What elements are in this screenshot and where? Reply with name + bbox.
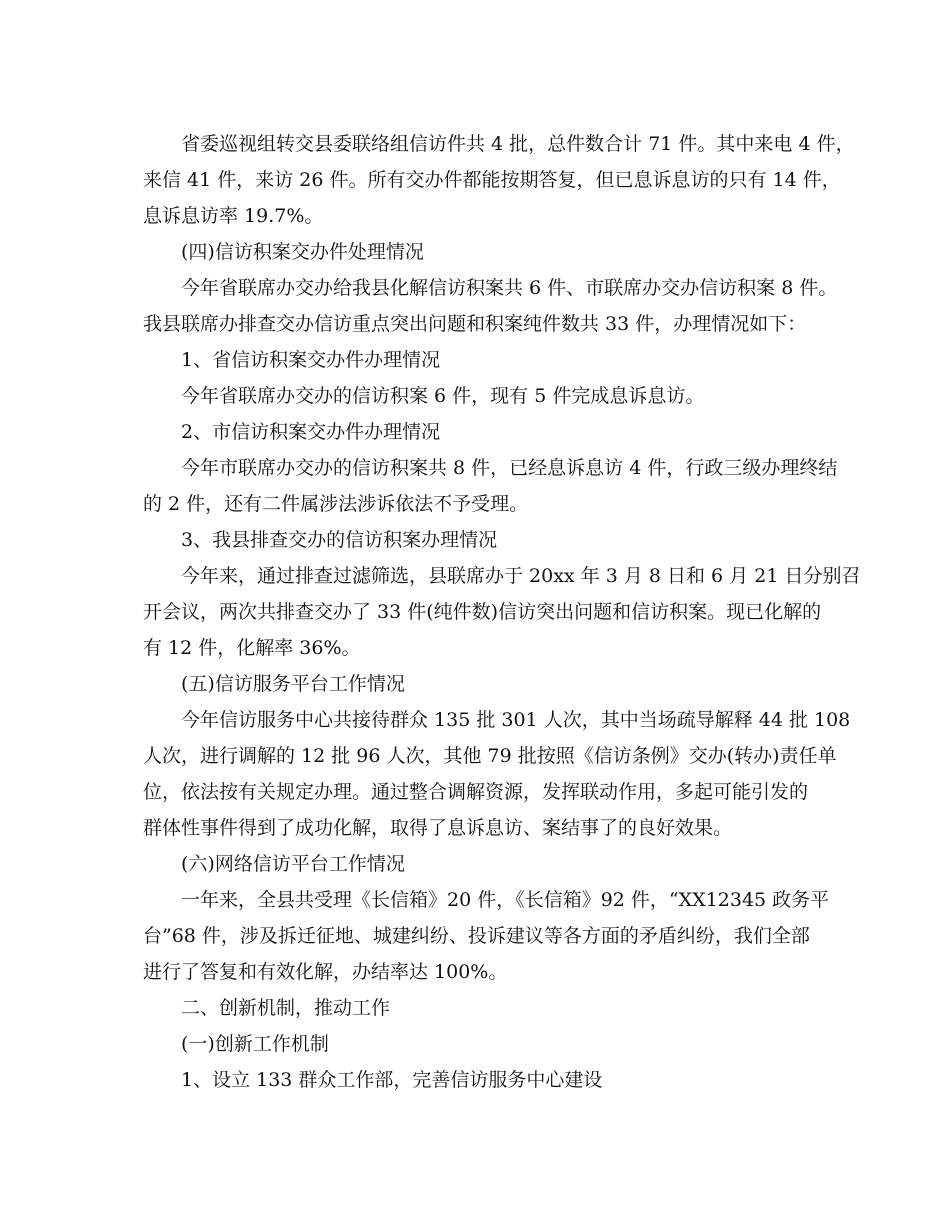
paragraph bbox=[143, 126, 855, 234]
text-line: (五)信访服务平台工作情况 bbox=[181, 673, 405, 695]
text-line: (四)信访积案交办件处理情况 bbox=[181, 241, 424, 263]
text-line: 今年省联席办交办给我县化解信访积案共 6 件、市联席办交办信访积案 8 件。 bbox=[181, 277, 838, 299]
document-body bbox=[143, 126, 861, 1098]
text-line: 今年来，通过排查过滤筛选，县联席办于 20xx 年 3 月 8 日和 6 月 21 日分别召 bbox=[181, 565, 861, 587]
text-line: 今年信访服务中心共接待群众 135 批 301 人次，其中当场疏导解释 44 批 108 bbox=[181, 709, 851, 731]
text-line: 今年市联席办交办的信访积案共 8 件，已经息诉息访 4 件，行政三级办理终结 bbox=[181, 457, 838, 479]
text-line: 一年来，全县共受理《长信箱》20 件，《长信箱》92 件，“XX12345 政务平 bbox=[181, 889, 830, 911]
text-line: 3、我县排查交办的信访积案办理情况 bbox=[181, 529, 498, 551]
text-line: 1、省信访积案交办件办理情况 bbox=[181, 349, 441, 371]
paragraph bbox=[143, 1026, 811, 1062]
text-line: (一)创新工作机制 bbox=[181, 1033, 329, 1055]
paragraph bbox=[143, 558, 861, 666]
paragraph bbox=[143, 1062, 811, 1098]
paragraph bbox=[143, 990, 811, 1026]
paragraph bbox=[143, 270, 838, 342]
text-line: 来信 41 件，来访 26 件。所有交办件都能按期答复，但已息诉息访的只有 14 件， bbox=[143, 169, 841, 191]
paragraph bbox=[143, 666, 811, 702]
text-line: 省委巡视组转交县委联络组信访件共 4 批，总件数合计 71 件。其中来电 4 件， bbox=[181, 133, 855, 155]
paragraph bbox=[143, 378, 811, 414]
paragraph bbox=[143, 450, 838, 522]
text-line: 开会议，两次共排查交办了 33 件(纯件数)信访突出问题和信访积案。现已化解的 bbox=[143, 601, 822, 623]
text-line: (六)网络信访平台工作情况 bbox=[181, 853, 405, 875]
text-line: 台”68 件，涉及拆迁征地、城建纠纷、投诉建议等各方面的矛盾纠纷，我们全部 bbox=[143, 925, 810, 947]
text-line: 人次，进行调解的 12 批 96 人次，其他 79 批按照《信访条例》交办(转办)责任单 bbox=[143, 745, 837, 767]
text-line: 我县联席办排查交办信访重点突出问题和积案纯件数共 33 件，办理情况如下： bbox=[143, 313, 807, 335]
text-line: 2、市信访积案交办件办理情况 bbox=[181, 421, 441, 443]
paragraph bbox=[143, 882, 830, 990]
text-line: 群体性事件得到了成功化解，取得了息诉息访、案结事了的良好效果。 bbox=[143, 817, 733, 839]
text-line: 息诉息访率 19.7%。 bbox=[143, 205, 324, 227]
paragraph bbox=[143, 234, 811, 270]
paragraph bbox=[143, 846, 811, 882]
text-line: 进行了答复和有效化解，办结率达 100%。 bbox=[143, 961, 508, 983]
text-line: 1、设立 133 群众工作部，完善信访服务中心建设 bbox=[181, 1069, 603, 1091]
text-line: 位，依法按有关规定办理。通过整合调解资源，发挥联动作用，多起可能引发的 bbox=[143, 781, 809, 803]
text-line: 的 2 件，还有二件属涉法涉诉依法不予受理。 bbox=[143, 493, 529, 515]
paragraph bbox=[143, 414, 811, 450]
paragraph bbox=[143, 342, 811, 378]
text-line: 有 12 件，化解率 36%。 bbox=[143, 637, 361, 659]
text-line: 今年省联席办交办的信访积案 6 件，现有 5 件完成息诉息访。 bbox=[181, 385, 705, 407]
text-line: 二、创新机制，推动工作 bbox=[181, 997, 391, 1019]
paragraph bbox=[143, 522, 811, 558]
paragraph bbox=[143, 702, 851, 846]
